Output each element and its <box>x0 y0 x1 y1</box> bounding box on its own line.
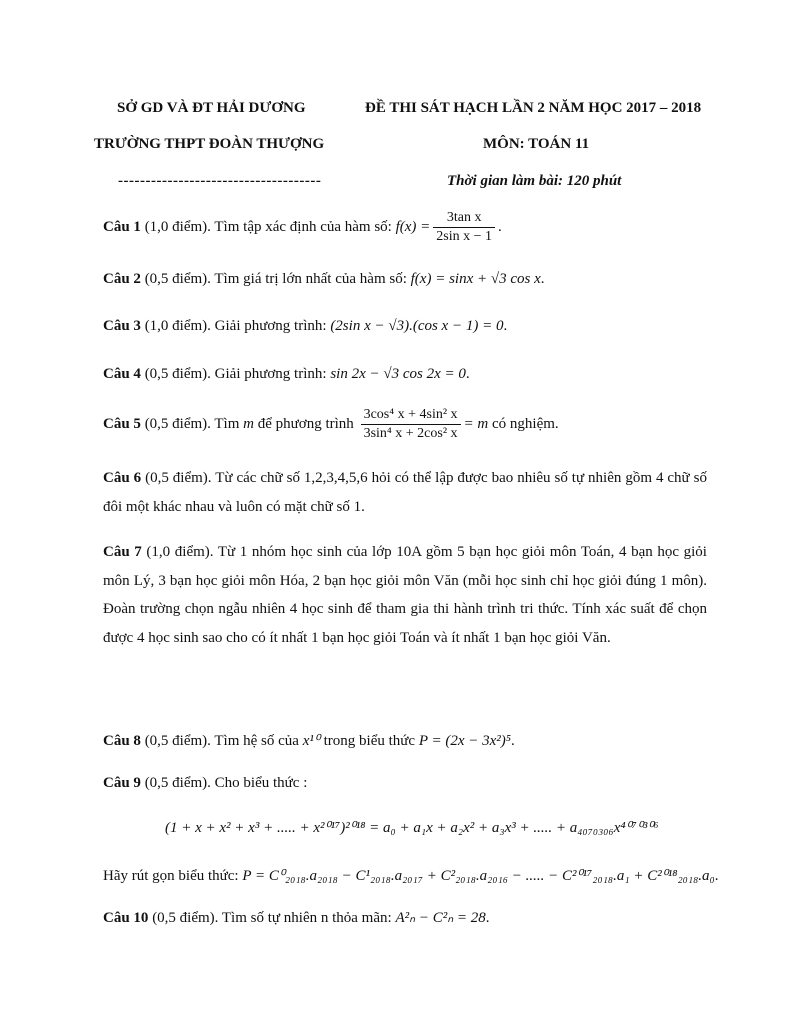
punct: . <box>465 366 470 382</box>
math-expr: A²ₙ − C²ₙ = 28 <box>395 910 486 926</box>
header-divider: ------------------------------------- <box>118 173 322 189</box>
fraction-denominator: 2sin x − 1 <box>436 229 493 244</box>
question-text: (0,5 điểm). Giải phương trình: <box>140 366 331 382</box>
question-text: (0,5 điểm). Tìm hệ số của <box>140 733 303 749</box>
math-expr: (2sin x − √3).(cos x − 1) = 0 <box>330 318 504 334</box>
school-name: TRƯỜNG THPT ĐOÀN THƯỢNG <box>94 136 325 152</box>
question-2 <box>103 271 544 288</box>
question-7 <box>103 538 707 652</box>
question-label: Câu 10 <box>103 910 149 926</box>
math-expr: sin 2x − √3 cos 2x = 0 <box>330 366 466 382</box>
question-text: Hãy rút gọn biểu thức: <box>103 868 243 884</box>
math-term: x¹⁰ <box>302 733 320 749</box>
expansion-equation: (1 + x + x² + x³ + ..... + x²⁰¹⁷)²⁰¹⁸ = a₀ + a₁x + a₂x² + a₃x³ + ..... + a₄₀₇₀₃₀₆x⁴⁰⁷⁰³⁰⁶ <box>165 820 659 836</box>
department-name: SỞ GD VÀ ĐT HẢI DƯƠNG <box>117 100 306 116</box>
fraction-numerator: 3tan x <box>433 210 495 228</box>
question-label: Câu 6 <box>103 470 142 486</box>
question-text: (1,0 điểm). Từ 1 nhóm học sinh của lớp 10A gồm 5 bạn học giỏi môn Toán, 4 bạn học giỏi môn Lý, 3 bạn học giỏi môn Hóa, 2 bạn học giỏi môn Văn (mỗi học sinh chỉ học giỏi đúng 1 môn). Đoàn trường chọn ngẫu nhiên 4 học sinh để tham gia thi hành trình tri thức. Tính xác suất để chọn được 4 học sinh sao cho có ít nhất 1 bạn học giỏi Toán và ít nhất 1 bạn học giỏi Văn. <box>103 544 707 646</box>
question-text: trong biểu thức <box>319 733 419 749</box>
question-6 <box>103 464 707 521</box>
question-text: để phương trình <box>254 415 358 432</box>
question-text: (0,5 điểm). Tìm <box>140 415 244 432</box>
question-10 <box>103 908 490 927</box>
fraction-denominator: 3sin⁴ x + 2cos² x <box>363 426 458 441</box>
question-label: Câu 5 <box>103 415 141 432</box>
question-text: (0,5 điểm). Cho biểu thức : <box>140 775 308 791</box>
question-text: có nghiệm. <box>488 415 559 432</box>
question-9 <box>103 775 307 792</box>
question-label: Câu 2 <box>103 271 141 287</box>
punct: . <box>485 910 490 926</box>
question-text: (1,0 điểm). Giải phương trình: <box>140 318 331 334</box>
question-5 <box>103 407 559 442</box>
punct: . <box>503 318 508 334</box>
fraction <box>361 407 461 442</box>
question-label: Câu 1 <box>103 218 141 235</box>
fraction-numerator: 3cos⁴ x + 4sin² x <box>361 407 461 425</box>
question-1 <box>103 210 502 245</box>
math-expr: = m <box>463 415 489 432</box>
question-8 <box>103 731 515 750</box>
time-limit: Thời gian làm bài: 120 phút <box>447 173 622 189</box>
question-label: Câu 3 <box>103 318 141 334</box>
question-text: (0,5 điểm). Từ các chữ số 1,2,3,4,5,6 hỏi có thể lập được bao nhiêu số tự nhiên gồm 4 chữ số đôi một khác nhau và luôn có mặt chữ số 1. <box>103 470 707 515</box>
variable-m: m <box>243 415 254 432</box>
subject-name: MÔN: TOÁN 11 <box>483 136 590 152</box>
punct: . <box>498 218 502 235</box>
punct: . <box>511 733 515 749</box>
math-expr: f(x) = sinx + √3 cos x <box>410 271 541 287</box>
punct: . <box>540 271 545 287</box>
question-label: Câu 4 <box>103 366 141 382</box>
question-text: (0,5 điểm). Tìm số tự nhiên n thỏa mãn: <box>148 910 396 926</box>
punct: . <box>714 868 719 884</box>
math-expr: P = (2x − 3x²)⁵ <box>418 733 511 749</box>
question-text: (1,0 điểm). Tìm tập xác định của hàm số: <box>140 218 396 235</box>
math-expr: f(x) = <box>395 218 431 235</box>
question-text: (0,5 điểm). Tìm giá trị lớn nhất của hàm số: <box>140 271 411 287</box>
question-label: Câu 9 <box>103 775 141 791</box>
question-9-prompt <box>103 866 719 885</box>
question-3 <box>103 318 507 335</box>
math-expr: P = C⁰₂₀₁₈.a₂₀₁₈ − C¹₂₀₁₈.a₂₀₁₇ + C²₂₀₁₈.a₂₀₁₆ − ..... − C²⁰¹⁷₂₀₁₈.a₁ + C²⁰¹⁸₂₀₁₈.a₀ <box>242 868 715 884</box>
question-4 <box>103 366 470 383</box>
exam-title: ĐỀ THI SÁT HẠCH LẦN 2 NĂM HỌC 2017 – 2018 <box>365 100 702 116</box>
question-label: Câu 7 <box>103 544 142 560</box>
question-label: Câu 8 <box>103 733 141 749</box>
fraction <box>433 210 495 245</box>
